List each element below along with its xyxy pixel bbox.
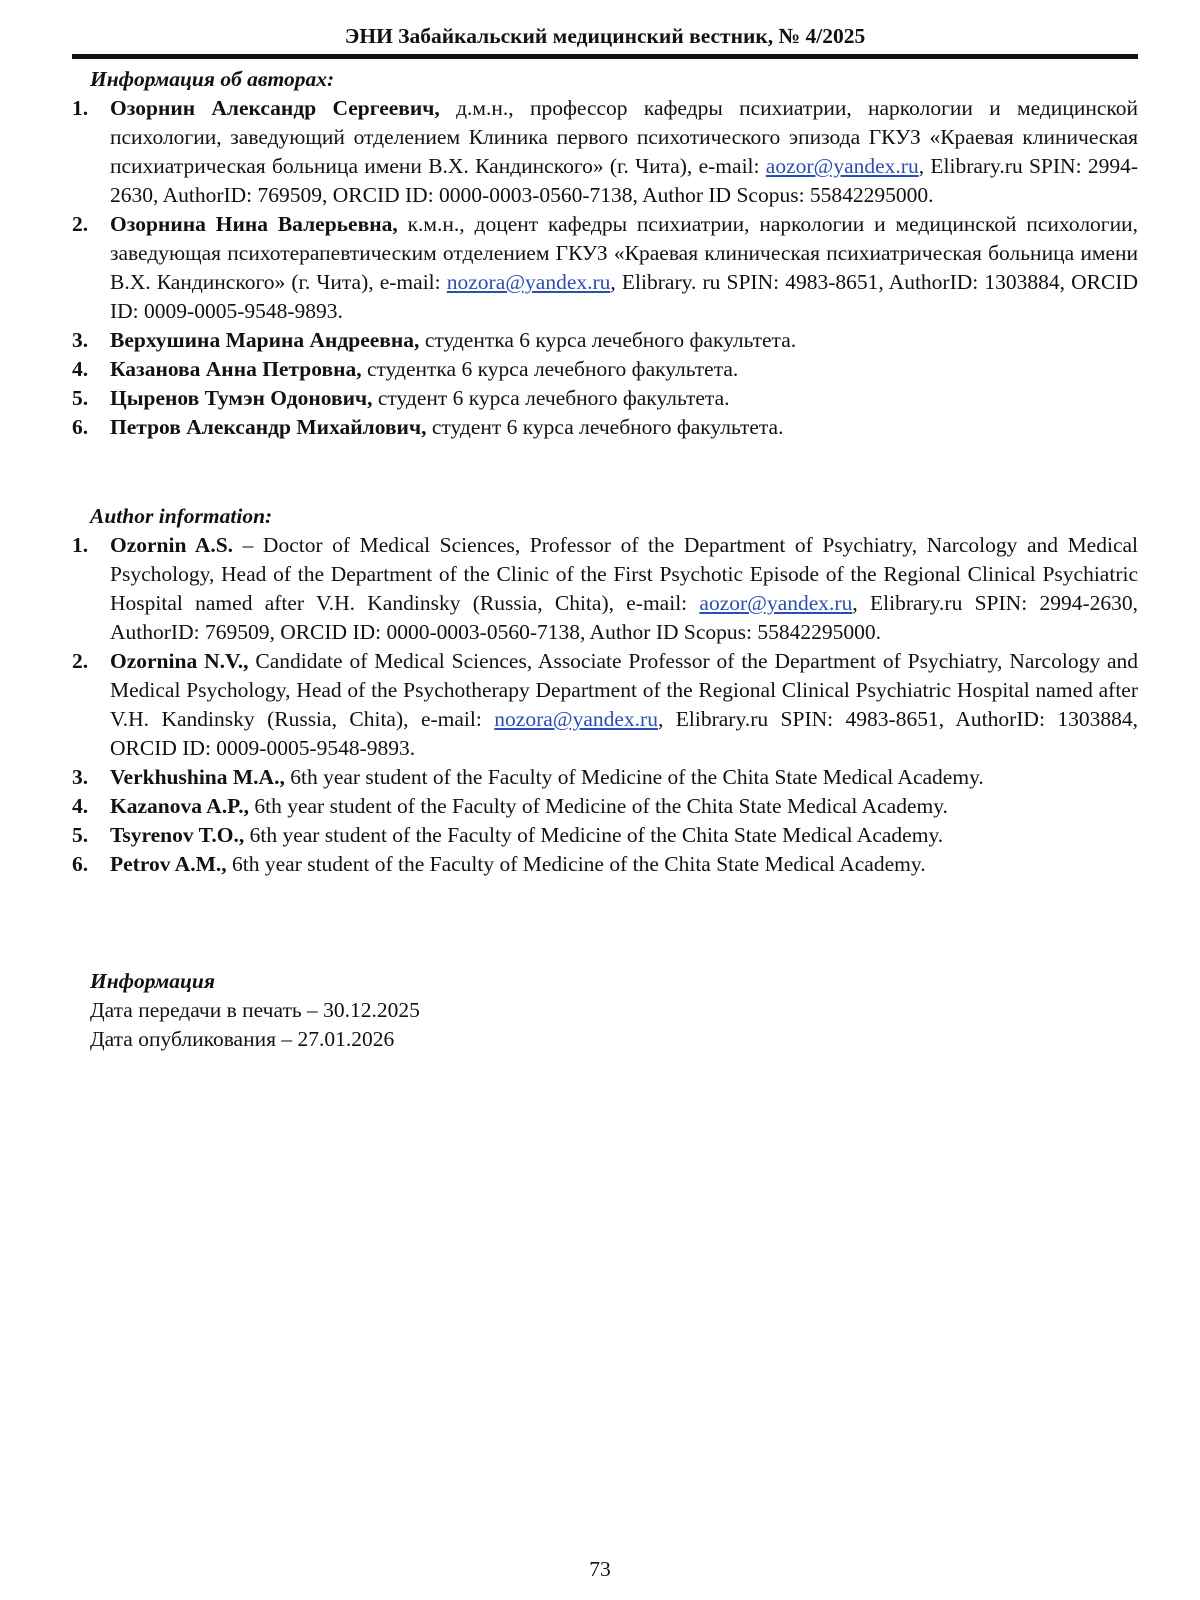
header-rule [72,54,1138,59]
author-ids: , Elibrary.ru SPIN: 2994-2630, AuthorID: 769509, ORCID ID: 0000-0003-0560-7138, Author ID Scopus: 55842295000. [110,591,1138,644]
list-number: 4. [72,794,89,818]
en-author-item-1 [72,531,1138,647]
author-name: Verkhushina M.A., [110,765,285,789]
publish-date: Дата опубликования – 27.01.2026 [90,1027,395,1051]
list-number: 1. [72,96,89,120]
ru-author-list [72,94,1138,442]
list-number: 4. [72,357,89,381]
en-section-title: Author information: [90,504,273,528]
list-number: 6. [72,415,89,439]
list-number: 5. [72,823,89,847]
publication-info [90,967,420,1054]
author-name: Казанова Анна Петровна, [110,357,362,381]
author-name: Ozornin A.S. [110,533,234,557]
ru-author-item-3 [72,326,1138,355]
list-number: 3. [72,765,89,789]
page-number: 73 [589,1557,611,1581]
email-link[interactable]: aozor@yandex.ru [699,591,853,615]
email-link[interactable]: nozora@yandex.ru [446,270,611,294]
ru-author-item-4 [72,355,1138,384]
journal-header: ЭНИ Забайкальский медицинский вестник, № 4/2025 [344,24,866,48]
author-details: 6th year student of the Faculty of Medicine of the Chita State Medical Academy. [248,794,948,818]
list-number: 2. [72,212,89,236]
author-details: д.м.н., профессор кафедры психиатрии, наркологии и медицинской психологии, заведующий отделением Клиника первого психотического эпизода ГКУЗ «Краевая клиническая психиатрическая больница имени В.Х. Кандинского» (г. Чита), e-mail: [110,96,1138,178]
author-name: Петров Александр Михайлович, [110,415,427,439]
author-ids: , Elibrary.ru SPIN: 4983-8651, AuthorID: 1303884, ORCID ID: 0009-0005-9548-9893. [110,707,1138,760]
author-name: Kazanova A.P., [110,794,249,818]
email-link[interactable]: nozora@yandex.ru [494,707,658,731]
list-number: 3. [72,328,89,352]
en-author-item-2 [72,647,1138,763]
author-details: студент 6 курса лечебного факультета. [426,415,784,439]
author-details: 6th year student of the Faculty of Medicine of the Chita State Medical Academy. [226,852,926,876]
en-author-list [72,531,1138,879]
author-name: Petrov A.M., [110,852,227,876]
ru-author-item-6 [72,413,1138,442]
info-title: Информация [90,969,215,993]
author-name: Цыренов Тумэн Одонович, [110,386,373,410]
ru-author-item-1 [72,94,1138,210]
ru-author-item-2 [72,210,1138,326]
author-name: Озорнин Александр Сергеевич, [110,96,440,120]
author-details: студентка 6 курса лечебного факультета. [361,357,739,381]
author-details: 6th year student of the Faculty of Medicine of the Chita State Medical Academy. [244,823,944,847]
list-number: 5. [72,386,89,410]
author-ids: , Elibrary. ru SPIN: 4983-8651, AuthorID: 1303884, ORCID ID: 0009-0005-9548-9893. [110,270,1138,323]
en-author-item-6 [72,850,1138,879]
author-details: – Doctor of Medical Sciences, Professor of the Department of Psychiatry, Narcology and Medical Psychology, Head of the Department of the Clinic of the First Psychotic Episode of the Regional Clinical Psychiatric Hospital named after V.H. Kandinsky (Russia, Chita), e-mail: [110,533,1139,615]
author-details: студент 6 курса лечебного факультета. [372,386,730,410]
print-date: Дата передачи в печать – 30.12.2025 [90,998,420,1022]
en-author-item-3 [72,763,1138,792]
author-details: к.м.н., доцент кафедры психиатрии, наркологии и медицинской психологии, заведующая психотерапевтическим отделением ГКУЗ «Краевая клиническая психиатрическая больница имени В.Х. Кандинского» (г. Чита), e-mail: [110,212,1139,294]
author-name: Озорнина Нина Валерьевна, [110,212,398,236]
author-details: Candidate of Medical Sciences, Associate Professor of the Department of Psychiatry, Narcology and Medical Psychology, Head of the Psychotherapy Department of the Regional Clinical Psychiatric Hospital named after V.H. Kandinsky (Russia, Chita), e-mail: [110,649,1139,731]
author-name: Tsyrenov T.O., [110,823,245,847]
list-number: 6. [72,852,89,876]
author-details: 6th year student of the Faculty of Medicine of the Chita State Medical Academy. [284,765,984,789]
email-link[interactable]: aozor@yandex.ru [765,154,919,178]
list-number: 1. [72,533,89,557]
author-name: Ozornina N.V., [110,649,249,673]
author-details: студентка 6 курса лечебного факультета. [419,328,797,352]
ru-section-title: Информация об авторах: [90,67,335,91]
en-author-item-4 [72,792,1138,821]
author-ids: , Elibrary.ru SPIN: 2994-2630, AuthorID: 769509, ORCID ID: 0000-0003-0560-7138, Author ID Scopus: 55842295000. [110,154,1138,207]
en-author-item-5 [72,821,1138,850]
ru-author-item-5 [72,384,1138,413]
author-name: Верхушина Марина Андреевна, [110,328,420,352]
list-number: 2. [72,649,89,673]
